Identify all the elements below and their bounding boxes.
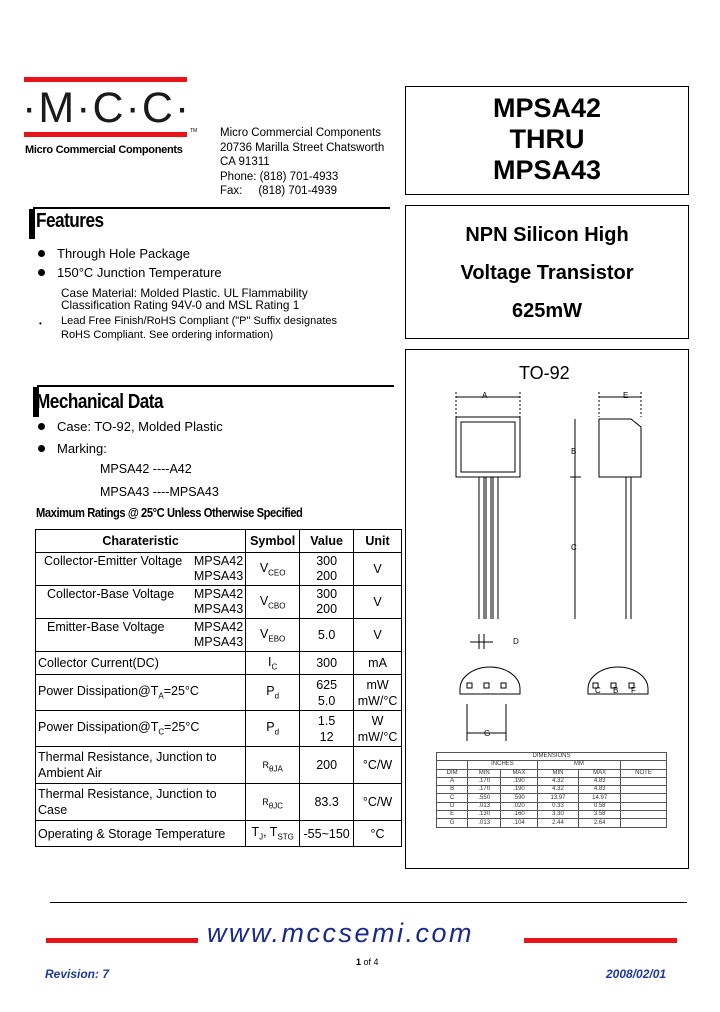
desc-line-3: 625mW (511, 300, 583, 322)
symbol-cell (246, 553, 300, 586)
feature-item: Through Hole Package (57, 246, 190, 261)
symbol-sub: EBO (268, 634, 286, 644)
dim-cell: 13.97 (537, 794, 579, 802)
table-row (437, 786, 667, 794)
company-address (220, 126, 384, 199)
dim-cell: 3.30 (537, 811, 579, 819)
pin-pad (501, 683, 506, 688)
feature-item: 150°C Junction Temperature (57, 265, 222, 280)
address-line: CA 91311 (220, 156, 270, 168)
characteristic-cell (36, 675, 246, 711)
unit: mW/°C (357, 693, 398, 708)
table-row (36, 619, 402, 652)
dims-h: INCHES (468, 761, 537, 769)
symbol-cell (246, 821, 300, 847)
value: 300 (316, 587, 338, 601)
dim-cell: 2.64 (579, 819, 621, 827)
mech-marking: Marking: (57, 441, 107, 456)
dim-cell (620, 811, 666, 819)
characteristic-cell: Operating & Storage Temperature (36, 821, 246, 847)
symbol: R (262, 796, 269, 807)
dim-cell: .013 (468, 802, 501, 810)
dim-cell: .590 (501, 794, 537, 802)
symbol: P (266, 720, 275, 735)
address-line: Micro Commercial Components (220, 127, 382, 139)
dim-cell: .020 (501, 802, 537, 810)
table-row (36, 784, 402, 821)
dim-cell: 2.44 (537, 819, 579, 827)
dims-h (437, 761, 468, 769)
table-row (36, 586, 402, 619)
value-cell: 5.0 (300, 619, 354, 652)
unit: W (371, 713, 384, 728)
symbol-sub: C (271, 662, 278, 672)
phone-line: Phone: (818) 701-4933 (220, 170, 339, 183)
lead-free-line-1: Lead Free Finish/RoHS Compliant ("P" Suffix designates (61, 315, 338, 327)
symbol-cell (246, 675, 300, 711)
value: 5.0 (317, 693, 336, 708)
symbol-sub: θJA (269, 764, 283, 774)
header-characteristic: Charateristic (36, 530, 246, 553)
value-cell: 83.3 (300, 784, 354, 821)
dim-cell: .160 (501, 811, 537, 819)
table-row (36, 821, 402, 847)
dim-cell: .104 (501, 819, 537, 827)
value-cell: 300 (300, 652, 354, 675)
unit-cell: °C/W (354, 747, 402, 784)
logo-bar-top (24, 77, 187, 82)
dims-h: MAX (579, 769, 621, 777)
trademark: TM (190, 128, 198, 134)
table-row (36, 747, 402, 784)
dim-cell: 0.33 (537, 802, 579, 810)
unit-cell: V (354, 619, 402, 652)
symbol-sub: STG (277, 832, 294, 842)
dim-cell: 4.83 (579, 786, 621, 794)
symbol-cell (246, 652, 300, 675)
dims-h: MM (537, 761, 620, 769)
part-variant: MPSA43 (193, 635, 244, 649)
dim-cell: .170 (468, 777, 501, 785)
pin-pad (467, 683, 472, 688)
dim-cell: E (437, 811, 468, 819)
package-title: TO-92 (519, 363, 570, 383)
mechanical-heading: Mechanical Data (36, 391, 164, 413)
value-cell (300, 675, 354, 711)
dim-cell (620, 819, 666, 827)
bullet-icon (38, 445, 45, 452)
dim-cell (620, 777, 666, 785)
value-cell (300, 586, 354, 619)
body-side (599, 419, 641, 477)
table-row (36, 675, 402, 711)
dim-cell: G (437, 819, 468, 827)
characteristic-cell (36, 711, 246, 747)
label-g: G (484, 729, 491, 738)
part-number-box (405, 86, 689, 195)
symbol: T (251, 825, 260, 840)
mech-case: Case: TO-92, Molded Plastic (57, 419, 223, 434)
characteristic-cell (36, 586, 246, 619)
dims-h: NOTE (620, 769, 666, 777)
page-number (356, 957, 379, 967)
symbol: V (259, 560, 269, 575)
bullet-icon (38, 250, 45, 257)
unit: mW (366, 677, 389, 692)
dimensions-table (436, 752, 667, 828)
dims-h: DIM (437, 769, 468, 777)
table-row (437, 777, 667, 785)
dims-h: MIN (537, 769, 579, 777)
dim-cell (620, 802, 666, 810)
dim-cell: .190 (501, 786, 537, 794)
char-name: =25°C (164, 720, 200, 735)
dim-cell: .550 (468, 794, 501, 802)
unit-cell: mA (354, 652, 402, 675)
header-unit: Unit (354, 530, 402, 553)
label-b: B (571, 447, 577, 456)
symbol-sub: d (274, 691, 280, 701)
char-sub: C (158, 727, 165, 737)
website-link[interactable]: www.mccsemi.com (207, 918, 475, 948)
symbol-cell (246, 784, 300, 821)
part-number-2: MPSA43 (492, 155, 602, 185)
symbol-sub: J (259, 832, 264, 842)
label-c: C (571, 543, 577, 552)
characteristic-cell (36, 747, 246, 784)
dim-cell: B (437, 786, 468, 794)
features-rule (33, 207, 390, 209)
body-front-inner (461, 422, 515, 472)
symbol-sub: d (274, 727, 280, 737)
table-row (36, 553, 402, 586)
desc-line-2: Voltage Transistor (460, 262, 634, 284)
symbol: P (266, 684, 275, 699)
characteristic-cell: Collector Current(DC) (36, 652, 246, 675)
value: 300 (316, 554, 338, 568)
dim-cell (620, 786, 666, 794)
lead-free-line-2: RoHS Compliant. See ordering information) (61, 329, 274, 341)
marking-mpsa42: MPSA42 ----A42 (100, 462, 192, 476)
features-heading: Features (36, 210, 104, 232)
value: 200 (316, 569, 338, 583)
dim-cell: .190 (501, 777, 537, 785)
value-cell (300, 553, 354, 586)
value-cell: -55~150 (300, 821, 354, 847)
char-name: Ambient Air (38, 766, 102, 780)
logo-bar-bottom (24, 132, 187, 137)
value: 625 (316, 677, 338, 692)
symbol: , T (263, 825, 278, 840)
symbol: R (262, 759, 270, 770)
pin-pad (484, 683, 489, 688)
char-name: Power Dissipation@T (38, 684, 159, 699)
label-d: D (513, 637, 519, 646)
symbol: V (259, 593, 269, 608)
unit-cell: °C/W (354, 784, 402, 821)
pin-label-c: C (595, 686, 601, 695)
table-row (437, 811, 667, 819)
features-tick (29, 209, 35, 239)
body-front (456, 417, 520, 477)
header-value: Value (300, 530, 354, 553)
symbol-cell (246, 711, 300, 747)
characteristic-cell (36, 784, 246, 821)
symbol-cell (246, 747, 300, 784)
dim-cell (620, 794, 666, 802)
dim-cell: 4.32 (537, 777, 579, 785)
dim-cell: .130 (468, 811, 501, 819)
char-name: Thermal Resistance, Junction to (38, 750, 217, 764)
unit-cell (354, 675, 402, 711)
dim-cell: 3.58 (579, 811, 621, 819)
page-current: 1 (356, 957, 362, 967)
dims-h: MAX (501, 769, 537, 777)
part-thru: THRU (509, 124, 585, 154)
company-name: Micro Commercial Components (25, 144, 183, 156)
dim-cell: 14.97 (579, 794, 621, 802)
marking-mpsa43: MPSA43 ----MPSA43 (100, 485, 219, 499)
value: 1.5 (317, 713, 336, 728)
page-total: of 4 (361, 957, 379, 967)
label-a: A (482, 391, 488, 400)
case-material-line-1: Case Material: Molded Plastic. UL Flammability (61, 286, 308, 300)
char-name: Case (38, 803, 68, 817)
dim-cell: A (437, 777, 468, 785)
dim-cell: C (437, 794, 468, 802)
symbol: I (268, 654, 272, 669)
table-header-row (36, 530, 402, 553)
unit-cell: °C (354, 821, 402, 847)
small-bullet-icon: • (39, 319, 42, 328)
value: 200 (316, 602, 338, 616)
label-e: E (623, 391, 629, 400)
bullet-icon (38, 269, 45, 276)
table-row (437, 794, 667, 802)
symbol-sub: CEO (268, 568, 286, 578)
char-name: Collector-Emitter Voltage (44, 554, 183, 568)
value: 12 (319, 729, 334, 744)
dim-cell: 4.83 (579, 777, 621, 785)
part-variant: MPSA42 (193, 554, 244, 568)
dim-cell: D (437, 802, 468, 810)
part-variant: MPSA43 (193, 569, 244, 583)
characteristic-cell (36, 553, 246, 586)
fax-line: Fax: (818) 701-4939 (220, 185, 337, 197)
pin-label-f: F (631, 686, 636, 695)
case-material-line-2: Classification Rating 94V-0 and MSL Rating 1 (61, 298, 300, 312)
part-number-1: MPSA42 (492, 93, 602, 123)
table-row (437, 802, 667, 810)
footer-bar-right (524, 938, 677, 943)
unit: mW/°C (357, 729, 398, 744)
description-box (405, 205, 689, 339)
dim-cell: .170 (468, 786, 501, 794)
mech-rule (37, 385, 394, 387)
symbol-cell (246, 586, 300, 619)
bottom-view-left (460, 667, 520, 694)
pin-label-b: B (613, 686, 619, 695)
max-ratings-table (35, 529, 402, 847)
date: 2008/02/01 (606, 967, 667, 981)
value-cell: 200 (300, 747, 354, 784)
unit-cell: V (354, 553, 402, 586)
value-cell (300, 711, 354, 747)
unit-cell: V (354, 586, 402, 619)
table-row (36, 652, 402, 675)
symbol: V (260, 626, 269, 641)
desc-line-1: NPN Silicon High (465, 224, 629, 246)
ratings-heading: Maximum Ratings @ 25°C Unless Otherwise Specified (36, 505, 303, 520)
dim-cell: 0.58 (579, 802, 621, 810)
symbol-sub: θJC (268, 801, 284, 811)
part-variant: MPSA42 (193, 587, 244, 601)
dims-title: DIMENSIONS (437, 753, 667, 761)
table-row (437, 819, 667, 827)
address-line: 20736 Marilla Street Chatsworth (220, 141, 385, 154)
header-symbol: Symbol (246, 530, 300, 553)
char-name: Power Dissipation@T (38, 720, 159, 735)
part-variant: MPSA43 (193, 602, 244, 616)
bullet-icon (38, 423, 45, 430)
revision: Revision: 7 (45, 967, 110, 981)
char-sub: A (158, 691, 164, 701)
footer-rule (50, 902, 687, 903)
characteristic-cell (36, 619, 246, 652)
char-name: Emitter-Base Voltage (47, 620, 165, 634)
char-name: Collector-Base Voltage (47, 587, 175, 601)
char-name: Thermal Resistance, Junction to (38, 787, 217, 801)
table-row (36, 711, 402, 747)
footer-bar-left (46, 938, 198, 943)
unit-cell (354, 711, 402, 747)
dim-cell: .013 (468, 819, 501, 827)
company-logo: ·M·C·C· (22, 84, 192, 132)
char-name: =25°C (163, 684, 199, 699)
dims-h: MIN (468, 769, 501, 777)
dims-h (620, 761, 666, 769)
part-variant: MPSA42 (193, 620, 244, 634)
symbol-sub: CBO (268, 601, 286, 611)
dim-cell: 4.32 (537, 786, 579, 794)
symbol-cell (246, 619, 300, 652)
